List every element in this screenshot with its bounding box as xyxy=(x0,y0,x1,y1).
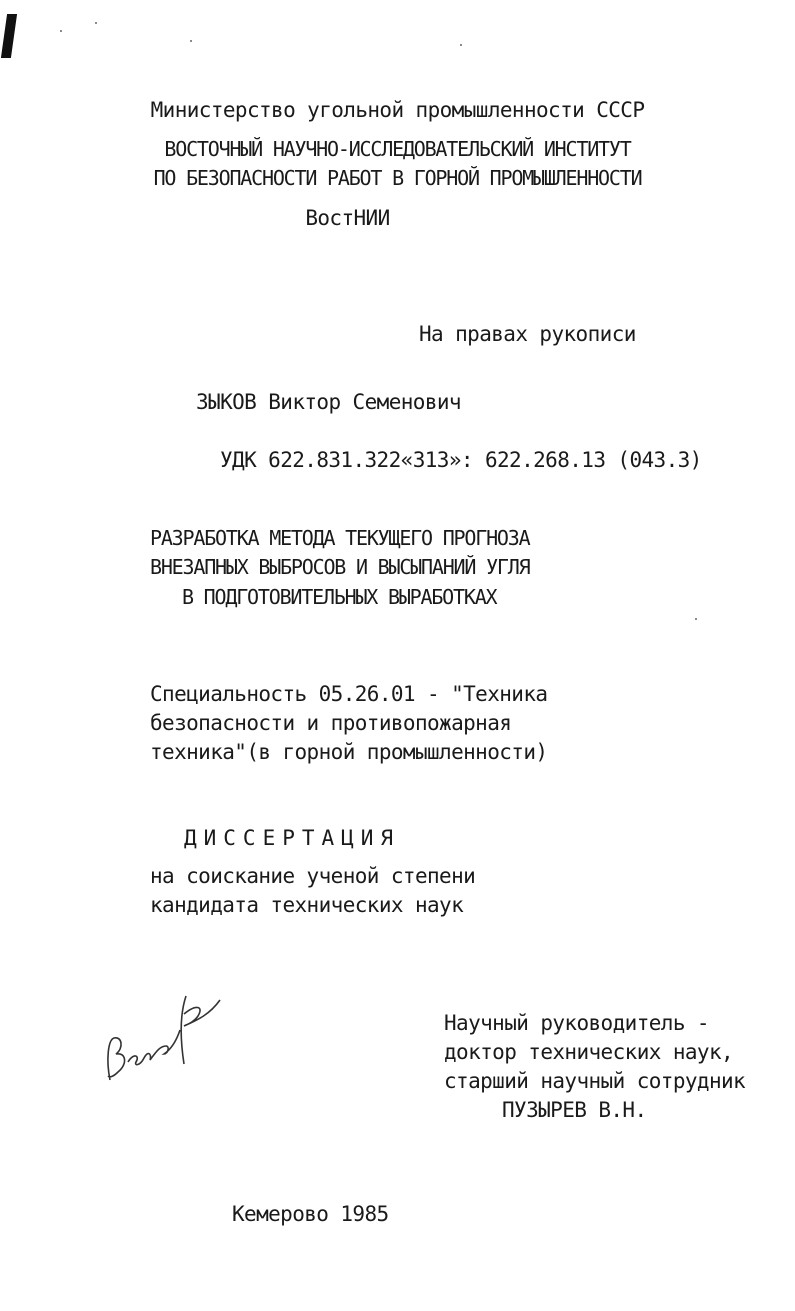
scan-speck xyxy=(95,22,97,24)
author-signature xyxy=(100,990,230,1090)
scan-artifact xyxy=(1,14,17,58)
scan-speck xyxy=(460,44,462,46)
scan-speck xyxy=(60,30,62,32)
institute-abbreviation: ВостНИИ xyxy=(305,206,390,230)
dissertation-title-line2: ВНЕЗАПНЫХ ВЫБРОСОВ И ВЫСЫПАНИЙ УГЛЯ xyxy=(150,555,530,579)
scan-speck xyxy=(190,40,192,42)
supervisor-title: Научный руководитель - xyxy=(444,1011,709,1035)
ministry-name: Министерство угольной промышленности СССР xyxy=(150,98,645,122)
document-type-heading: ДИССЕРТАЦИЯ xyxy=(184,826,401,850)
specialty-line1: Специальность 05.26.01 - "Техника xyxy=(150,682,548,706)
institute-name-line2: ПО БЕЗОПАСНОСТИ РАБОТ В ГОРНОЙ ПРОМЫШЛЕННОСТИ xyxy=(153,166,642,190)
supervisor-degree: доктор технических наук, xyxy=(444,1040,734,1064)
scan-speck xyxy=(695,618,697,620)
dissertation-title-line1: РАЗРАБОТКА МЕТОДА ТЕКУЩЕГО ПРОГНОЗА xyxy=(150,526,530,550)
city-year: Кемерово 1985 xyxy=(232,1202,389,1226)
degree-line2: кандидата технических наук xyxy=(150,893,464,917)
specialty-line3: техника"(в горной промышленности) xyxy=(150,740,548,764)
institute-name-line1: ВОСТОЧНЫЙ НАУЧНО-ИССЛЕДОВАТЕЛЬСКИЙ ИНСТИТУТ xyxy=(164,137,631,161)
author-name: ЗЫКОВ Виктор Семенович xyxy=(196,390,461,414)
supervisor-name: ПУЗЫРЕВ В.Н. xyxy=(502,1098,647,1122)
rights-note: На правах рукописи xyxy=(419,322,636,346)
specialty-line2: безопасности и противопожарная xyxy=(150,711,512,735)
degree-line1: на соискание ученой степени xyxy=(150,864,476,888)
dissertation-title-line3: В ПОДГОТОВИТЕЛЬНЫХ ВЫРАБОТКАХ xyxy=(182,585,497,609)
supervisor-position: старший научный сотрудник xyxy=(444,1069,746,1093)
udc-code: УДК 622.831.322«313»: 622.268.13 (043.3) xyxy=(220,448,702,472)
